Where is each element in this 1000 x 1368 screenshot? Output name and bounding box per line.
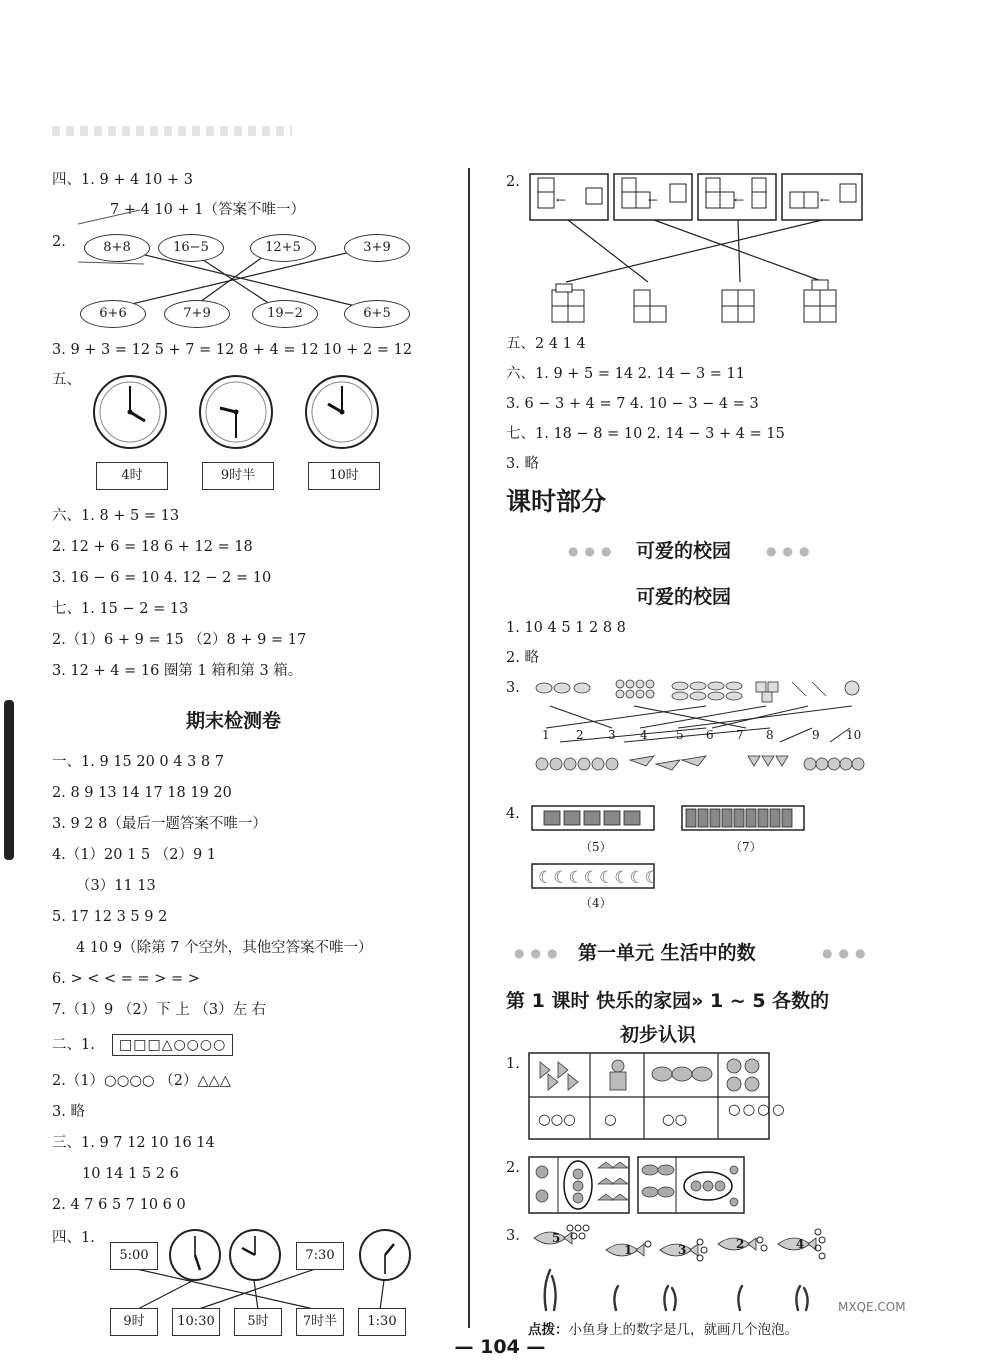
unit-title: 可爱的校园 bbox=[636, 540, 732, 562]
s6-2: 2. 12 + 6 = 18 6 + 12 = 18 bbox=[52, 539, 253, 555]
l2-pictures bbox=[528, 1156, 748, 1214]
svg-text:←: ← bbox=[820, 193, 831, 207]
clock-small-3 bbox=[358, 1228, 412, 1282]
shape-answer-box: □□□△○○○○ bbox=[112, 1034, 233, 1056]
time-box: 9时 bbox=[110, 1308, 158, 1336]
f1-6: 6. > < < = = > = > bbox=[52, 971, 200, 987]
f4-label: 四、1. bbox=[52, 1230, 95, 1246]
clock-small-1 bbox=[168, 1228, 222, 1282]
dots-left: ●●● bbox=[568, 544, 618, 558]
l1-answer: ○○ bbox=[662, 1112, 688, 1128]
match-line bbox=[254, 1280, 258, 1310]
f1-5: 5. 17 12 3 5 9 2 bbox=[52, 909, 168, 925]
tip-line bbox=[528, 1318, 798, 1338]
unit1-title: 第一单元 生活中的数 bbox=[578, 942, 756, 964]
k3-number: 5 bbox=[676, 728, 684, 742]
clock-label-box: 4时 bbox=[96, 462, 168, 490]
l3-label: 3. bbox=[506, 1228, 520, 1244]
k3-number: 8 bbox=[766, 728, 774, 742]
l1-answer: ○ bbox=[604, 1112, 617, 1128]
r6-1: 六、1. 9 + 5 = 14 2. 14 − 3 = 11 bbox=[506, 366, 745, 382]
k3-number: 7 bbox=[736, 728, 744, 742]
r6-3: 3. 6 − 3 + 4 = 7 4. 10 − 3 − 4 = 3 bbox=[506, 396, 759, 412]
s4-1b: 7 + 4 10 + 1（答案不唯一） bbox=[110, 202, 305, 218]
page-number: — 104 — bbox=[454, 1336, 546, 1358]
leaf-text: 19−2 bbox=[267, 306, 303, 321]
svg-text:←: ← bbox=[734, 193, 745, 207]
s7-2: 2.（1）6 + 9 = 15 （2）8 + 9 = 17 bbox=[52, 632, 307, 648]
fish-number: 5 bbox=[552, 1231, 561, 1245]
clock-label-box: 9时半 bbox=[202, 462, 274, 490]
tip-label: 点拨： bbox=[528, 1322, 569, 1338]
f3-1b: 10 14 1 5 2 6 bbox=[82, 1166, 179, 1182]
r7-3: 3. 略 bbox=[506, 456, 539, 472]
k3-number: 2 bbox=[576, 728, 584, 742]
cube-matching-diagram bbox=[526, 170, 866, 330]
k3-number: 3 bbox=[608, 728, 616, 742]
f1-3: 3. 9 2 8（最后一题答案不唯一） bbox=[52, 816, 267, 832]
s5-label: 五、 bbox=[52, 372, 81, 388]
f3-2: 2. 4 7 6 5 7 10 6 0 bbox=[52, 1197, 186, 1213]
f2-2: 2.（1）○○○○ （2）△△△ bbox=[52, 1073, 231, 1089]
clock-label-box: 10时 bbox=[308, 462, 380, 490]
time-box: 5时 bbox=[234, 1308, 282, 1336]
leaf-text: 3+9 bbox=[363, 240, 391, 255]
l1-label: 1. bbox=[506, 1056, 520, 1072]
time-box: 7时半 bbox=[296, 1308, 344, 1336]
k3-label: 3. bbox=[506, 680, 520, 696]
k3-number: 4 bbox=[640, 728, 648, 742]
final-exam-title: 期末检测卷 bbox=[186, 710, 282, 732]
l1-answer: ○○○ bbox=[538, 1112, 576, 1128]
svg-text:←: ← bbox=[556, 193, 567, 207]
r7-1: 七、1. 18 − 8 = 10 2. 14 − 3 + 4 = 15 bbox=[506, 426, 785, 442]
s6-3: 3. 16 − 6 = 10 4. 12 − 2 = 10 bbox=[52, 570, 272, 586]
fish-number: 3 bbox=[678, 1243, 687, 1257]
svg-text:←: ← bbox=[648, 193, 659, 207]
time-box: 5:00 bbox=[110, 1242, 158, 1270]
k3-number: 10 bbox=[846, 728, 862, 742]
l2-label: 2. bbox=[506, 1160, 520, 1176]
f3-1: 三、1. 9 7 12 10 16 14 bbox=[52, 1135, 215, 1151]
s4-3: 3. 9 + 3 = 12 5 + 7 = 12 8 + 4 = 12 10 + 2 = 12 bbox=[52, 342, 413, 358]
f1-4: 4.（1）20 1 5 （2）9 1 bbox=[52, 847, 217, 863]
k4-tag: （5） bbox=[580, 840, 612, 854]
match-line bbox=[380, 1280, 384, 1310]
k4-tag: （7） bbox=[730, 840, 762, 854]
f1-1: 一、1. 9 15 20 0 4 3 8 7 bbox=[52, 754, 224, 770]
leaf-text: 6+5 bbox=[363, 306, 391, 321]
l3-fish-bubbles bbox=[528, 1222, 838, 1314]
s4-1: 四、1. 9 + 4 10 + 3 bbox=[52, 172, 193, 188]
clock-small-2 bbox=[228, 1228, 282, 1282]
f1-2: 2. 8 9 13 14 17 18 19 20 bbox=[52, 785, 232, 801]
leaf-text: 16−5 bbox=[173, 240, 209, 255]
s7-3: 3. 12 + 4 = 16 圈第 1 箱和第 3 箱。 bbox=[52, 663, 303, 679]
s7-1: 七、1. 15 − 2 = 13 bbox=[52, 601, 189, 617]
leaf-text: 7+9 bbox=[183, 306, 211, 321]
lesson1-title-b: 初步认识 bbox=[620, 1024, 697, 1046]
leaf-text: 12+5 bbox=[265, 240, 301, 255]
time-match-lines bbox=[0, 0, 470, 1340]
match-line bbox=[136, 1280, 194, 1310]
k4-boxes bbox=[530, 804, 820, 894]
dots-left: ●●● bbox=[514, 946, 564, 960]
f2-1-label: 二、1. bbox=[52, 1037, 95, 1053]
k4-tag: （4） bbox=[580, 896, 612, 910]
watermark: MXQE.COM bbox=[838, 1300, 906, 1314]
part-title: 课时部分 bbox=[506, 487, 607, 516]
dots-right: ●●● bbox=[822, 946, 872, 960]
s4-2-label: 2. bbox=[52, 234, 66, 250]
match-line bbox=[132, 1268, 318, 1310]
k3-number: 6 bbox=[706, 728, 714, 742]
dots-right: ●●● bbox=[766, 544, 816, 558]
time-box: 1:30 bbox=[358, 1308, 406, 1336]
fish-number: 1 bbox=[624, 1243, 633, 1257]
k1: 1. 10 4 5 1 2 8 8 bbox=[506, 620, 626, 636]
k3-number: 1 bbox=[542, 728, 550, 742]
r2-label: 2. bbox=[506, 174, 520, 190]
time-box: 10:30 bbox=[172, 1308, 220, 1336]
k4-label: 4. bbox=[506, 806, 520, 822]
svg-text:☾☾☾☾☾☾☾☾: ☾☾☾☾☾☾☾☾ bbox=[538, 868, 660, 888]
k3-number: 9 bbox=[812, 728, 820, 742]
fish-number: 2 bbox=[736, 1237, 745, 1251]
lesson1-title: 第 1 课时 快乐的家园» 1 ~ 5 各数的 bbox=[506, 990, 830, 1012]
lesson-title: 可爱的校园 bbox=[636, 586, 732, 608]
s6-1: 六、1. 8 + 5 = 13 bbox=[52, 508, 180, 524]
f1-4b: （3）11 13 bbox=[76, 878, 156, 894]
tip-text: 小鱼身上的数字是几，就画几个泡泡。 bbox=[568, 1322, 798, 1338]
leaf-text: 6+6 bbox=[99, 306, 127, 321]
leaf-text: 8+8 bbox=[103, 240, 131, 255]
k2: 2. 略 bbox=[506, 650, 539, 666]
fish-number: 4 bbox=[796, 1237, 805, 1251]
f1-5b: 4 10 9（除第 7 个空外，其他空答案不唯一） bbox=[76, 940, 373, 956]
l1-answer: ○○○○ bbox=[728, 1102, 787, 1118]
f2-3: 3. 略 bbox=[52, 1104, 85, 1120]
time-box: 7:30 bbox=[296, 1242, 344, 1270]
r5: 五、2 4 1 4 bbox=[506, 336, 586, 352]
f1-7: 7.（1）9 （2）下 上 （3）左 右 bbox=[52, 1002, 267, 1018]
